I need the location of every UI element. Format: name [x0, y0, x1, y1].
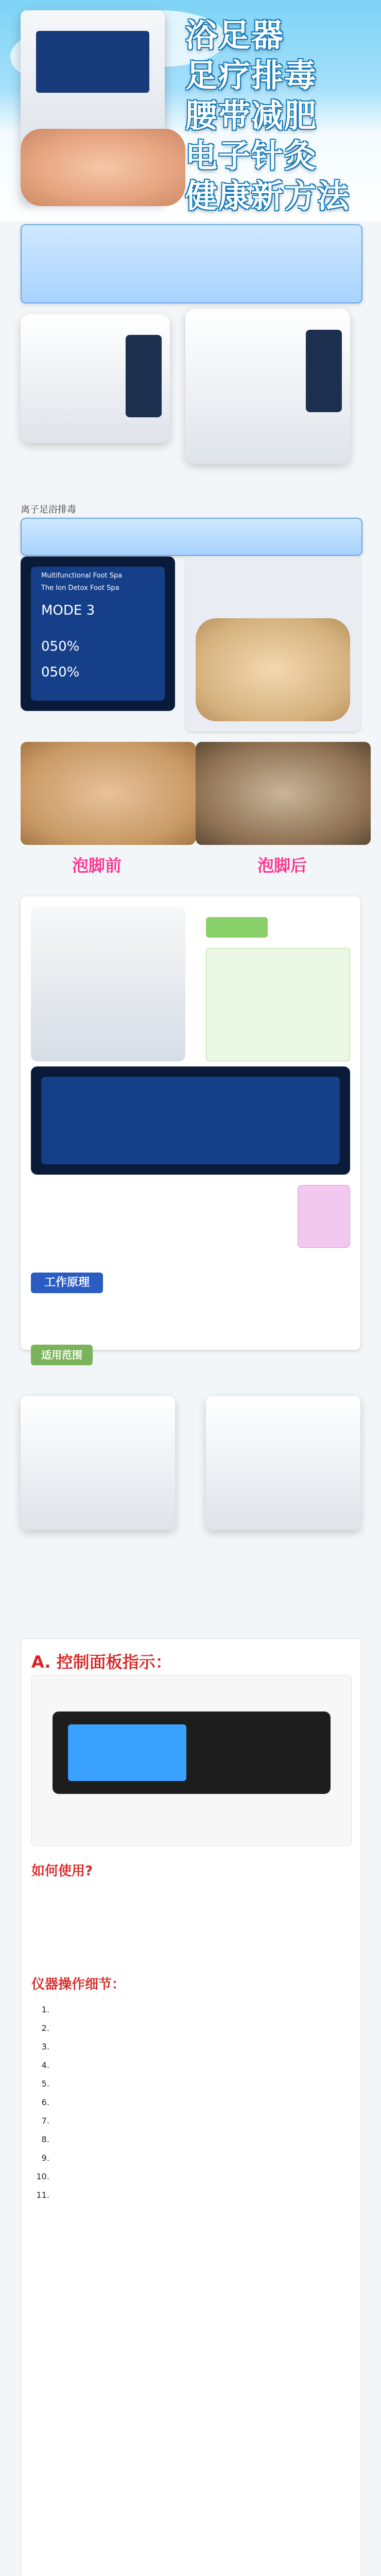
hero-title-line: 健康新方法 — [185, 177, 351, 215]
operation-detail-item — [52, 2114, 371, 2128]
working-principle-text — [31, 1298, 350, 1340]
screen-photo — [21, 556, 175, 711]
foot-tub-image — [185, 309, 350, 464]
product-photo-row — [21, 309, 360, 474]
device-screen — [36, 31, 149, 93]
after-label: 泡脚后 — [257, 856, 307, 875]
hero-title-line: 腰带减肥 — [185, 97, 318, 134]
users-text — [98, 1345, 350, 1365]
how-to-use-text — [31, 1881, 351, 1963]
foot-tub-image — [21, 314, 170, 443]
display-screen — [31, 567, 165, 701]
foot-in-water-image — [185, 556, 360, 732]
water-tub — [196, 618, 350, 721]
operation-details-list — [31, 2003, 371, 2576]
operation-detail-item — [52, 2151, 371, 2165]
before-photo — [21, 742, 196, 845]
display-line: MODE 3 — [41, 603, 95, 618]
panel-diagram — [31, 1675, 352, 1846]
intro-box — [21, 224, 362, 303]
hero-title-stack — [185, 15, 360, 216]
before-label: 泡脚前 — [72, 856, 122, 875]
screen-card — [31, 1066, 350, 1175]
detox-caption: 离子足浴排毒 — [21, 504, 76, 515]
operation-detail-item — [52, 2077, 371, 2091]
operation-detail-item — [52, 2003, 371, 2017]
feet-in-tub-image — [21, 129, 185, 206]
hero-title-line: 电子针灸 — [185, 137, 318, 175]
how-to-use-title: 如何使用? — [31, 1863, 93, 1879]
operation-detail-item — [52, 2188, 371, 2202]
effects-list — [31, 1185, 299, 1262]
control-block — [21, 1638, 361, 2576]
display-line: 050% — [41, 665, 80, 680]
effects-label — [298, 1185, 350, 1248]
hero-title-line: 浴足器 — [185, 16, 285, 54]
display-line: The Ion Detox Foot Spa — [41, 584, 119, 592]
working-principle-label: 工作原理 — [31, 1273, 103, 1293]
tub-control-panel — [126, 335, 162, 417]
product-shot — [21, 1396, 175, 1530]
panel-screen — [68, 1724, 186, 1781]
operation-detail-item — [52, 2095, 371, 2110]
operation-details-title: 仪器操作细节： — [31, 1977, 126, 1992]
feature-block — [21, 896, 360, 1361]
operation-detail-item — [52, 2040, 371, 2054]
detox-box — [21, 518, 362, 556]
display-screen — [41, 1077, 340, 1164]
users-label: 适用范围 — [31, 1345, 93, 1365]
operation-detail-item — [52, 2170, 371, 2184]
intro-text — [30, 231, 353, 296]
tub-control-panel — [306, 330, 342, 412]
features-text — [206, 948, 350, 1061]
after-photo — [196, 742, 371, 845]
hero-title-line: 足疗排毒 — [185, 57, 318, 94]
feature-product-image — [31, 907, 185, 1061]
operation-detail-item — [52, 2132, 371, 2147]
control-panel — [53, 1711, 331, 1794]
control-title: A. 控制面板指示： — [31, 1652, 172, 1672]
display-line: Multifunctional Foot Spa — [41, 572, 123, 580]
product-shot — [206, 1396, 360, 1530]
hero-banner — [0, 0, 381, 222]
features-label — [206, 917, 268, 938]
operation-detail-item — [52, 2021, 371, 2036]
operation-detail-item — [52, 2058, 371, 2073]
display-line: 050% — [41, 639, 80, 654]
